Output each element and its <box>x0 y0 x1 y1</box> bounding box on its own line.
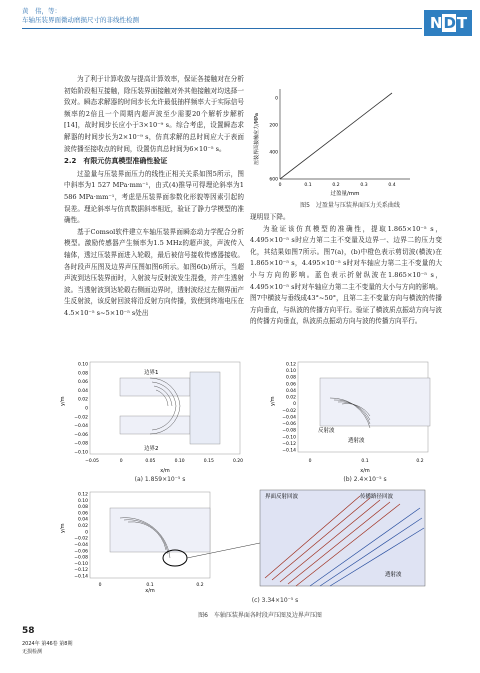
tick-label: 0.2 <box>196 583 204 588</box>
journal-logo: N D T <box>424 10 472 36</box>
paragraph: 为了利于计算收敛与提高计算效率，保证各接触对在分析初始阶段相互接触，除压装界面接触对外其他接触对均选择一致对。瞬态求解器的时间步长允许最低抽样频率大于实际信号频率的2倍且一个周期内超声波至少需要20个解析步解析[14]，故时间步长应小于3×10⁻⁹ s。综合考虑，设置瞬态求解器的时间步长为2×10⁻⁹ s，仿真求解的总时间应大于表面波传播至接收点的时间，设置仿真总时间为6×10⁻⁵ s。 <box>64 75 244 153</box>
boundary-2-label: 边界2 <box>144 446 159 452</box>
boundary-1-label: 边界1 <box>144 370 159 376</box>
tick-label: −0.05 <box>85 459 99 464</box>
figure-6b <box>270 358 440 476</box>
tick-label: −0.10 <box>74 561 88 567</box>
tick-label: 0 <box>119 459 123 464</box>
tick-label: 0.02 <box>77 397 88 403</box>
figure-6-caption: 图6 车轴压装界面各时段声压图及边界声压图 <box>198 612 322 619</box>
tick-label: 0.04 <box>77 388 88 394</box>
paragraph: 为验证该仿真模型的准确性，提取1.865×10⁻⁵ s，4.495×10⁻⁵ s时应力第二主不变量及边界一、边界二的压力变化，其结果如图7所示。图7(a)，(b)中橙色表示剪切波(横波)在1.865×10⁻⁵ s，4.495×10⁻⁵ s时对车轴应力第二主不变量的大小与方向的影响。蓝色表示折射纵波在1.865×10⁻⁵ s，4.495×10⁻⁵ s时对车轴应力第二主不变量的大小与方向的影响。图7中横波与垂线成43°~50°，且第二主不变量方向与横波的传播方向垂直，与纵波的传播方向平行。验证了横波质点振动方向与波的传播方向垂直，纵波质点振动方向与波的传播方向平行。 <box>250 224 442 326</box>
tick-label: 0.08 <box>77 505 88 511</box>
fig6c-yaxis: y/m <box>60 523 66 533</box>
fig6a-yaxis: y/m <box>60 396 66 406</box>
tick-label: 0.06 <box>285 382 296 388</box>
tick-label: 0 <box>98 583 102 588</box>
fig5-line <box>280 93 392 179</box>
section-heading: 2.2 有限元仿真模型准确性验证 <box>64 157 168 166</box>
tick-label: −0.08 <box>74 555 88 561</box>
footer-issue: 2024年 第46卷 第8期 <box>22 641 73 647</box>
tick-label: 0.10 <box>174 459 185 464</box>
tick-label: −0.08 <box>74 441 88 447</box>
tick-label: 0.05 <box>145 459 156 464</box>
reflected-wave-label: 反射波 <box>318 428 335 434</box>
tick-label: −0.14 <box>74 574 88 580</box>
right-column <box>250 212 442 328</box>
tick-label: −0.04 <box>74 424 88 430</box>
fig6a-xaxis: x/m <box>160 468 170 474</box>
tick-label: −0.02 <box>282 408 296 414</box>
fig5-xlabel: 过盈量/mm <box>330 191 360 197</box>
header-rule <box>22 28 422 29</box>
paragraph: 基于Comsol软件建立车轴压装界面瞬态动力学配合分析模型。激励传感器产生频率为1.5 MHz的超声波，声波传入轴体，透过压装界面进入轮毂，最后被信号接收传感器接收。各时段声压图及边界声压图如图6所示。如图6(b)所示，当超声波到达压装界面时，入射波与反射波发生混叠，并产生透射波。当透射波到达轮毂右侧面边界时，透射波经过左侧界面产生反射波，该反射回波将沿反射方向传播，致使到终端电压在4.5×10⁻⁵ s~5×10⁻⁵ s处出 <box>64 227 244 317</box>
tick-label: 0.08 <box>285 375 296 381</box>
tick-label: −0.10 <box>74 450 88 456</box>
path-echo-label: 传播路径回波 <box>360 494 394 500</box>
paragraph: 现明显下降。 <box>250 213 290 221</box>
interface-echo-label: 界面反射回波 <box>265 494 299 500</box>
tick-label: 0.10 <box>77 498 88 504</box>
tick-label: −0.14 <box>282 448 296 454</box>
tick-label: 0.06 <box>77 511 88 517</box>
footer-journal: 无损检测 <box>22 649 43 655</box>
tick-label: 0.20 <box>232 459 244 464</box>
tick-label: 0.02 <box>77 524 88 530</box>
tick-label: 0 <box>293 402 296 408</box>
fig6a-label: (a) 1.859×10⁻⁵ s <box>134 476 186 483</box>
tick-label: 0 <box>308 459 312 464</box>
tick-label: −0.04 <box>74 542 88 548</box>
tick-label: 0.3 <box>360 183 368 188</box>
tick-label: −0.06 <box>74 549 88 555</box>
tick-label: 0.10 <box>77 362 88 368</box>
tick-label: 200 <box>269 123 278 129</box>
figure-6a <box>60 358 250 476</box>
tick-label: 0.2 <box>416 459 424 464</box>
tick-label: −0.06 <box>282 422 296 428</box>
tick-label: −0.10 <box>282 435 296 441</box>
figure-6c <box>60 488 430 596</box>
tick-label: 0 <box>278 183 282 188</box>
paragraph: 过盈量与压装界面压力的线性正相关关系如图5所示，图中斜率为1 527 MPa·mm⁻¹，由式(4)推导可得理论斜率为1 586 MPa·mm⁻¹，考虑是压装界面参数化形貌等因素引起的误差。理论斜率与仿真数据斜率相近，验证了静力学模型的准确性。 <box>64 169 244 225</box>
fig6b-label: (b) 2.4×10⁻⁵ s <box>343 476 387 483</box>
tick-label: 0.2 <box>332 183 340 188</box>
tick-label: 0.10 <box>285 369 296 375</box>
tick-label: −0.04 <box>282 415 296 421</box>
tick-label: −0.12 <box>282 441 296 447</box>
tick-label: 0.04 <box>77 517 88 523</box>
fig5-ylabel: 压装界面接触应力/MPa <box>254 113 260 165</box>
tick-label: 0.12 <box>77 492 88 498</box>
tick-label: −0.12 <box>74 568 88 574</box>
tick-label: −0.06 <box>74 432 88 438</box>
tick-label: −0.02 <box>74 415 88 421</box>
transmitted-wave-label: 透射波 <box>385 572 402 578</box>
header-title: 车轴压装界面微动磨损尺寸的非线性检测 <box>22 16 139 24</box>
tick-label: 0.04 <box>285 388 296 394</box>
tick-label: 0.15 <box>203 459 214 464</box>
fig6c-label: (c) 3.34×10⁻⁵ s <box>251 597 299 604</box>
tick-label: 0.4 <box>388 183 396 188</box>
tick-label: 0 <box>275 96 278 102</box>
figure-5-chart <box>250 84 425 199</box>
tick-label: 0.06 <box>77 380 88 386</box>
tick-label: 0.1 <box>146 583 154 588</box>
tick-label: 0.12 <box>285 362 296 368</box>
fig6b-xaxis: x/m <box>360 468 370 474</box>
tick-label: −0.02 <box>74 536 88 542</box>
tick-label: 600 <box>269 177 278 183</box>
left-column <box>64 74 244 319</box>
figure-5-caption: 图5 过盈量与压装界面压力关系曲线 <box>300 202 400 209</box>
tick-label: 0.1 <box>361 459 369 464</box>
page-number: 58 <box>22 626 35 636</box>
fig6b-yaxis: y/m <box>270 396 276 406</box>
tick-label: 0.02 <box>285 395 296 401</box>
fig6c-xaxis: x/m <box>145 588 155 594</box>
tick-label: 0.08 <box>77 371 88 377</box>
transmitted-wave-label: 透射波 <box>348 438 365 444</box>
tick-label: 0.1 <box>304 183 312 188</box>
tick-label: −0.08 <box>282 428 296 434</box>
tick-label: 400 <box>269 150 278 156</box>
running-header <box>22 7 139 25</box>
fig5-axes <box>280 89 410 179</box>
tick-label: 0 <box>85 406 88 412</box>
header-authors: 黄 伟，等： <box>22 7 61 15</box>
tick-label: 0 <box>85 530 88 536</box>
